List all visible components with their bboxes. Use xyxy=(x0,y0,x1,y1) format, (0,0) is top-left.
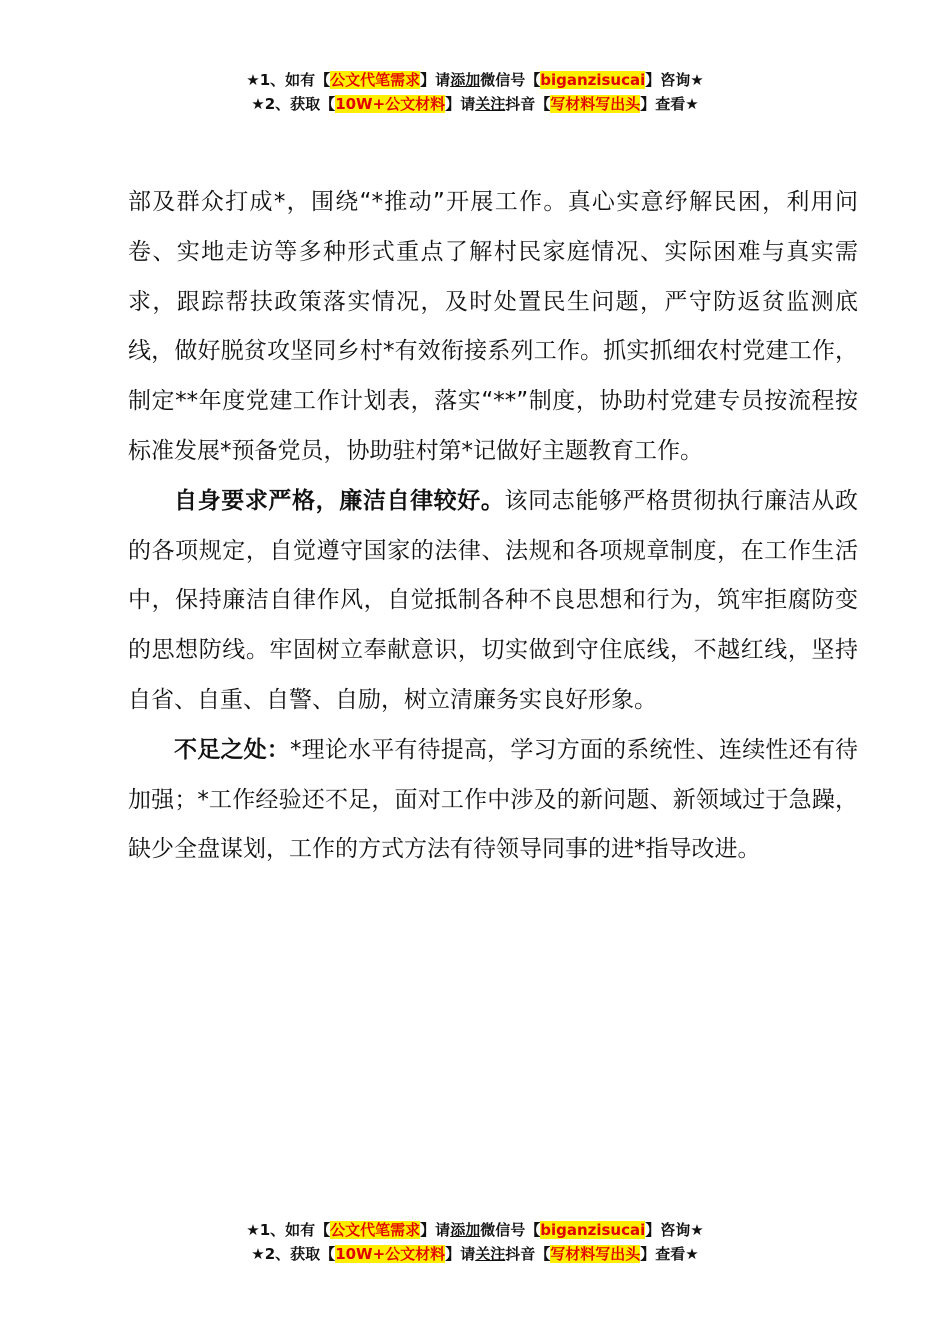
header-line2-highlight-materials: 10W+公文材料 xyxy=(335,95,446,113)
integrity-text: 该同志能够严格贯彻执行廉洁从政的各项规定，自觉遵守国家的法律、法规和各项规章制度，在工作生活中，保持廉洁自律作风，自觉抵制各种不良思想和行为，筑牢拒腐防变的思想防线。牢固树立奉献意识，切实做到守住底线，不越红线，坚持自省、自重、自警、自励，树立清廉务实良好形象。 xyxy=(128,487,859,713)
footer-line1-part1: ★1、如有【 xyxy=(246,1221,331,1239)
header-line2-part2: 】请 xyxy=(445,95,476,113)
header-line1-part2: 】请 xyxy=(420,71,451,89)
header-banner-line-1 xyxy=(0,68,950,92)
footer-line2-highlight-materials: 10W+公文材料 xyxy=(335,1245,446,1263)
paragraph-shortcomings xyxy=(128,726,858,875)
header-line2-underlined: 关注 xyxy=(475,95,506,113)
header-line1-highlight-service: 公文代笔需求 xyxy=(330,71,421,89)
header-line2-part4: 】查看★ xyxy=(640,95,699,113)
integrity-heading: 自身要求严格，廉洁自律较好。 xyxy=(174,487,505,514)
footer-line1-part4: 】咨询★ xyxy=(645,1221,704,1239)
paragraph-work-continued: 部及群众打成*，围绕“*推动”开展工作。真心实意纾解民困，利用问卷、实地走访等多种形式重点了解村民家庭情况、实际困难与真实需求，跟踪帮扶政策落实情况，及时处置民生问题，严守防返贫监测底线，做好脱贫攻坚同乡村*有效衔接系列工作。抓实抓细农村党建工作，制定**年度党建工作计划表，落实“**”制度，协助村党建专员按流程按标准发展*预备党员，协助驻村第*记做好主题教育工作。 xyxy=(128,189,858,464)
header-line1-part4: 】咨询★ xyxy=(645,71,704,89)
document-body xyxy=(128,178,858,875)
paragraph-integrity xyxy=(128,477,858,726)
footer-line2-highlight-douyin: 写材料写出头 xyxy=(550,1245,641,1263)
header-line1-underlined: 添加 xyxy=(450,71,481,89)
footer-banner xyxy=(0,1218,950,1266)
footer-line2-part1: ★2、获取【 xyxy=(251,1245,336,1263)
header-line1-part1: ★1、如有【 xyxy=(246,71,331,89)
footer-line1-underlined: 添加 xyxy=(450,1221,481,1239)
header-banner-line-2 xyxy=(0,92,950,116)
header-banner xyxy=(0,68,950,116)
shortcomings-text: *理论水平有待提高，学习方面的系统性、连续性还有待加强；*工作经验还不足，面对工作中涉及的新问题、新领域过于急躁，缺少全盘谋划，工作的方式方法有待领导同事的进*指导改进。 xyxy=(128,736,859,863)
footer-banner-line-2 xyxy=(0,1242,950,1266)
header-line1-part3: 微信号【 xyxy=(480,71,541,89)
header-line1-highlight-wechat-id: biganzisucai xyxy=(540,71,646,89)
header-line2-part3: 抖音【 xyxy=(505,95,551,113)
footer-banner-line-1 xyxy=(0,1218,950,1242)
footer-line2-part2: 】请 xyxy=(445,1245,476,1263)
header-line2-part1: ★2、获取【 xyxy=(251,95,336,113)
header-line2-highlight-douyin: 写材料写出头 xyxy=(550,95,641,113)
footer-line1-part3: 微信号【 xyxy=(480,1221,541,1239)
footer-line1-highlight-service: 公文代笔需求 xyxy=(330,1221,421,1239)
footer-line1-part2: 】请 xyxy=(420,1221,451,1239)
footer-line2-underlined: 关注 xyxy=(475,1245,506,1263)
footer-line2-part3: 抖音【 xyxy=(505,1245,551,1263)
footer-line2-part4: 】查看★ xyxy=(640,1245,699,1263)
footer-line1-highlight-wechat-id: biganzisucai xyxy=(540,1221,646,1239)
shortcomings-heading: 不足之处： xyxy=(174,736,290,763)
